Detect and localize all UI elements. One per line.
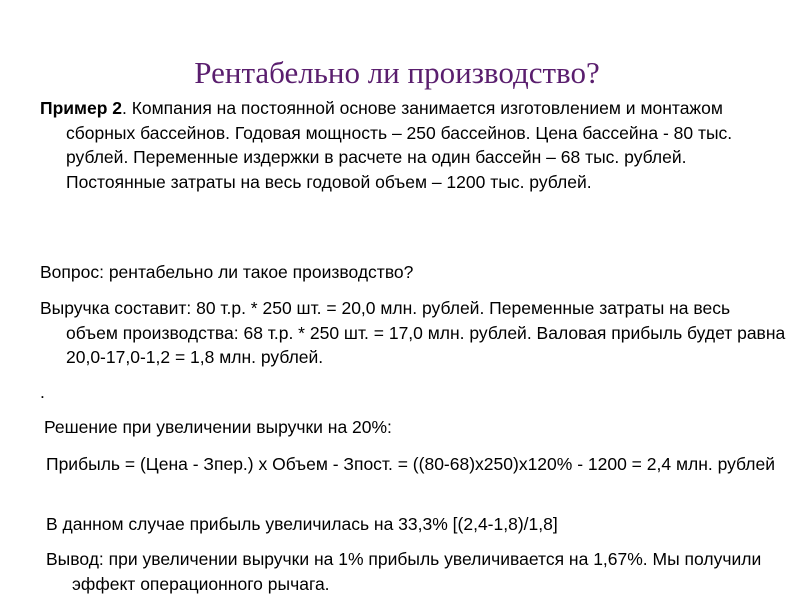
dot-separator: . bbox=[40, 382, 45, 402]
example-paragraph bbox=[40, 96, 786, 194]
profit-increase: В данном случае прибыль увеличилась на 33,3% [(2,4-1,8)/1,8] bbox=[46, 514, 558, 534]
question-text: Вопрос: рентабельно ли такое производство? bbox=[40, 262, 414, 282]
example-label: Пример 2 bbox=[40, 98, 122, 118]
profit-formula: Прибыль = (Цена - Зпер.) х Объем - Зпост. = ((80-68)х250)х120% - 1200 = 2,4 млн. рублей bbox=[46, 454, 776, 474]
example-text: . Компания на постоянной основе занимается изготовлением и монтажом сборных бассейнов. Годовая мощность – 250 бассейнов. Цена бассейна - 80 тыс. рублей. Переменные издержки в расчете на один бассейн – 68 тыс. рублей. Постоянные затраты на весь годовой объем – 1200 тыс. рублей. bbox=[66, 98, 733, 192]
solution-heading: Решение при увеличении выручки на 20%: bbox=[44, 417, 392, 437]
conclusion-text: Вывод: при увеличении выручки на 1% прибыль увеличивается на 1,67%. Мы получили эффект операционного рычага. bbox=[46, 549, 762, 594]
revenue-calculation: Выручка составит: 80 т.р. * 250 шт. = 20,0 млн. рублей. Переменные затраты на весь объем производства: 68 т.р. * 250 шт. = 17,0 млн. рублей. Валовая прибыль будет равна 20,0-17,0-1,2 = 1,8 млн. рублей. bbox=[40, 298, 786, 367]
slide-title: Рентабельно ли производство? bbox=[194, 55, 600, 90]
